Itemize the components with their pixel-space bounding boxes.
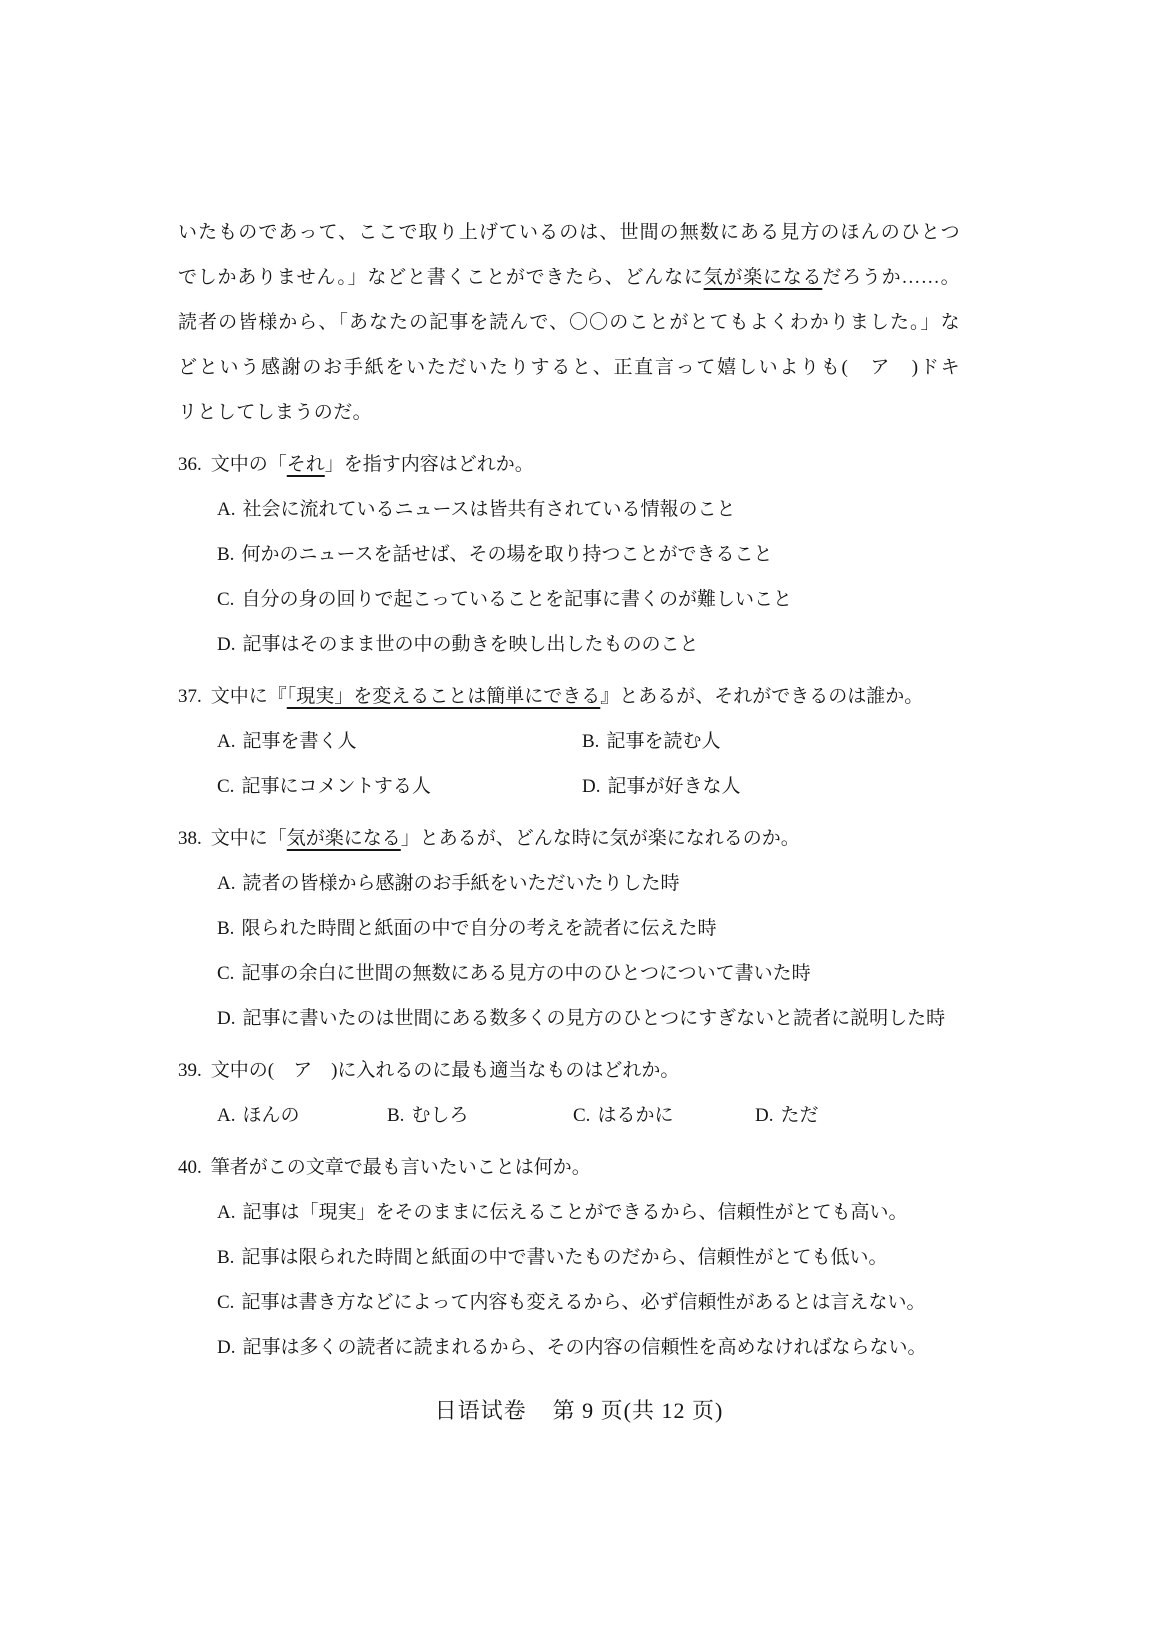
option-text: 記事に書いたのは世間にある数多くの見方のひとつにすぎないと読者に説明した時 xyxy=(242,1008,946,1029)
question xyxy=(178,816,960,1041)
answer-option xyxy=(573,1093,755,1138)
option-text: 記事にコメントする人 xyxy=(241,776,431,797)
exam-content-column xyxy=(178,210,960,1370)
option-group xyxy=(178,861,960,1041)
option-label: B. xyxy=(217,1247,235,1268)
question xyxy=(178,1145,960,1370)
option-label: B. xyxy=(582,731,600,752)
option-text: 何かのニュースを話せば、その場を取り持つことができること xyxy=(241,544,773,565)
option-label: A. xyxy=(217,1105,236,1126)
option-text: 自分の身の回りで起こっていることを記事に書くのが難しいこと xyxy=(241,589,793,610)
stem-text: 文中の「 xyxy=(210,454,287,475)
option-text: 記事が好きな人 xyxy=(607,776,741,797)
passage-line xyxy=(178,210,960,255)
question-stem xyxy=(178,1145,960,1190)
option-text: 記事を読む人 xyxy=(606,731,721,752)
option-group xyxy=(178,487,960,667)
stem-text: 文中に『 xyxy=(210,686,287,707)
option-label: A. xyxy=(217,731,236,752)
underlined-phrase: 気が楽になる xyxy=(286,828,401,849)
option-text: 記事の余白に世間の無数にある見方の中のひとつについて書いた時 xyxy=(241,963,811,984)
passage-text: 読者の皆様から、「あなたの記事を読んで、〇〇のことがとてもよくわかりました。」な xyxy=(178,312,960,333)
option-text: はるかに xyxy=(597,1105,674,1126)
option-text: 社会に流れているニュースは皆共有されている情報のこと xyxy=(242,499,736,520)
answer-option xyxy=(178,861,960,906)
option-label: D. xyxy=(582,776,601,797)
option-label: C. xyxy=(217,776,235,797)
reading-passage xyxy=(178,210,960,435)
option-label: D. xyxy=(217,634,236,655)
underlined-phrase: 気が楽になる xyxy=(703,267,823,288)
option-text: 限られた時間と紙面の中で自分の考えを読者に伝えた時 xyxy=(241,918,717,939)
stem-text: 筆者がこの文章で最も言いたいことは何か。 xyxy=(210,1157,591,1178)
option-text: 記事は多くの読者に読まれるから、その内容の信頼性を高めなければならない。 xyxy=(242,1337,927,1358)
answer-option xyxy=(387,1093,573,1138)
option-text: ただ xyxy=(780,1105,819,1126)
stem-text: 』とあるが、それができるのは誰か。 xyxy=(600,686,924,707)
question-stem xyxy=(178,1048,960,1093)
answer-option xyxy=(178,487,960,532)
passage-text: いたものであって、ここで取り上げているのは、世間の無数にある見方のほんのひとつ xyxy=(178,222,960,243)
question-stem xyxy=(178,816,960,861)
answer-option xyxy=(755,1093,960,1138)
passage-text: でしかありません。」などと書くことができたら、どんなに xyxy=(178,267,704,288)
passage-line xyxy=(178,255,960,300)
option-label: D. xyxy=(217,1008,236,1029)
answer-option xyxy=(178,996,960,1041)
doc-title: 日语试卷 xyxy=(434,1398,527,1423)
answer-option xyxy=(178,1190,960,1235)
answer-option xyxy=(178,1325,960,1370)
option-label: B. xyxy=(217,544,235,565)
option-group xyxy=(178,719,960,809)
option-label: B. xyxy=(217,918,235,939)
answer-option xyxy=(582,764,960,809)
answer-option xyxy=(178,577,960,622)
option-text: むしろ xyxy=(411,1105,469,1126)
question xyxy=(178,674,960,809)
stem-text: 」を指す内容はどれか。 xyxy=(324,454,534,475)
question-number: 39. xyxy=(178,1060,202,1081)
passage-line xyxy=(178,345,960,390)
option-text: 読者の皆様から感謝のお手紙をいただいたりした時 xyxy=(242,873,680,894)
option-label: C. xyxy=(217,589,235,610)
passage-text: どという感謝のお手紙をいただいたりすると、正直言って嬉しいよりも( ア )ドキ xyxy=(178,357,960,378)
option-label: C. xyxy=(573,1105,591,1126)
option-text: ほんの xyxy=(242,1105,300,1126)
option-text: 記事は限られた時間と紙面の中で書いたものだから、信頼性がとても低い。 xyxy=(241,1247,888,1268)
answer-option xyxy=(178,1280,960,1325)
option-group xyxy=(178,1190,960,1370)
underlined-phrase: 「現実」を変えることは簡単にできる xyxy=(286,686,601,707)
option-label: A. xyxy=(217,499,236,520)
answer-option xyxy=(178,1235,960,1280)
question-list xyxy=(178,442,960,1370)
answer-option xyxy=(217,1093,387,1138)
answer-option xyxy=(178,906,960,951)
answer-option xyxy=(178,951,960,996)
question-stem xyxy=(178,442,960,487)
answer-option xyxy=(178,532,960,577)
option-label: A. xyxy=(217,873,236,894)
question xyxy=(178,1048,960,1138)
option-text: 記事はそのまま世の中の動きを映し出したもののこと xyxy=(242,634,699,655)
option-text: 記事を書く人 xyxy=(242,731,357,752)
question xyxy=(178,442,960,667)
answer-option xyxy=(217,719,582,764)
question-number: 36. xyxy=(178,454,202,475)
option-label: A. xyxy=(217,1202,236,1223)
question-stem xyxy=(178,674,960,719)
option-group xyxy=(178,1093,960,1138)
option-label: B. xyxy=(387,1105,405,1126)
answer-option xyxy=(178,622,960,667)
stem-text: 文中に「 xyxy=(210,828,287,849)
passage-line xyxy=(178,300,960,345)
stem-text: 」とあるが、どんな時に気が楽になれるのか。 xyxy=(400,828,800,849)
option-label: C. xyxy=(217,1292,235,1313)
question-number: 37. xyxy=(178,686,202,707)
option-label: D. xyxy=(755,1105,774,1126)
question-number: 40. xyxy=(178,1157,202,1178)
passage-text: だろうか……。 xyxy=(822,267,960,288)
page-number: 第 9 页(共 12 页) xyxy=(552,1398,724,1423)
stem-text: 文中の( ア )に入れるのに最も適当なものはどれか。 xyxy=(210,1060,680,1081)
passage-text: リとしてしまうのだ。 xyxy=(178,402,373,423)
page-footer xyxy=(0,1396,1158,1426)
passage-line xyxy=(178,390,960,435)
option-label: D. xyxy=(217,1337,236,1358)
option-text: 記事は書き方などによって内容も変えるから、必ず信頼性があるとは言えない。 xyxy=(241,1292,926,1313)
option-label: C. xyxy=(217,963,235,984)
option-text: 記事は「現実」をそのままに伝えることができるから、信頼性がとても高い。 xyxy=(242,1202,908,1223)
answer-option xyxy=(217,764,582,809)
answer-option xyxy=(582,719,960,764)
underlined-phrase: それ xyxy=(286,454,325,475)
question-number: 38. xyxy=(178,828,202,849)
